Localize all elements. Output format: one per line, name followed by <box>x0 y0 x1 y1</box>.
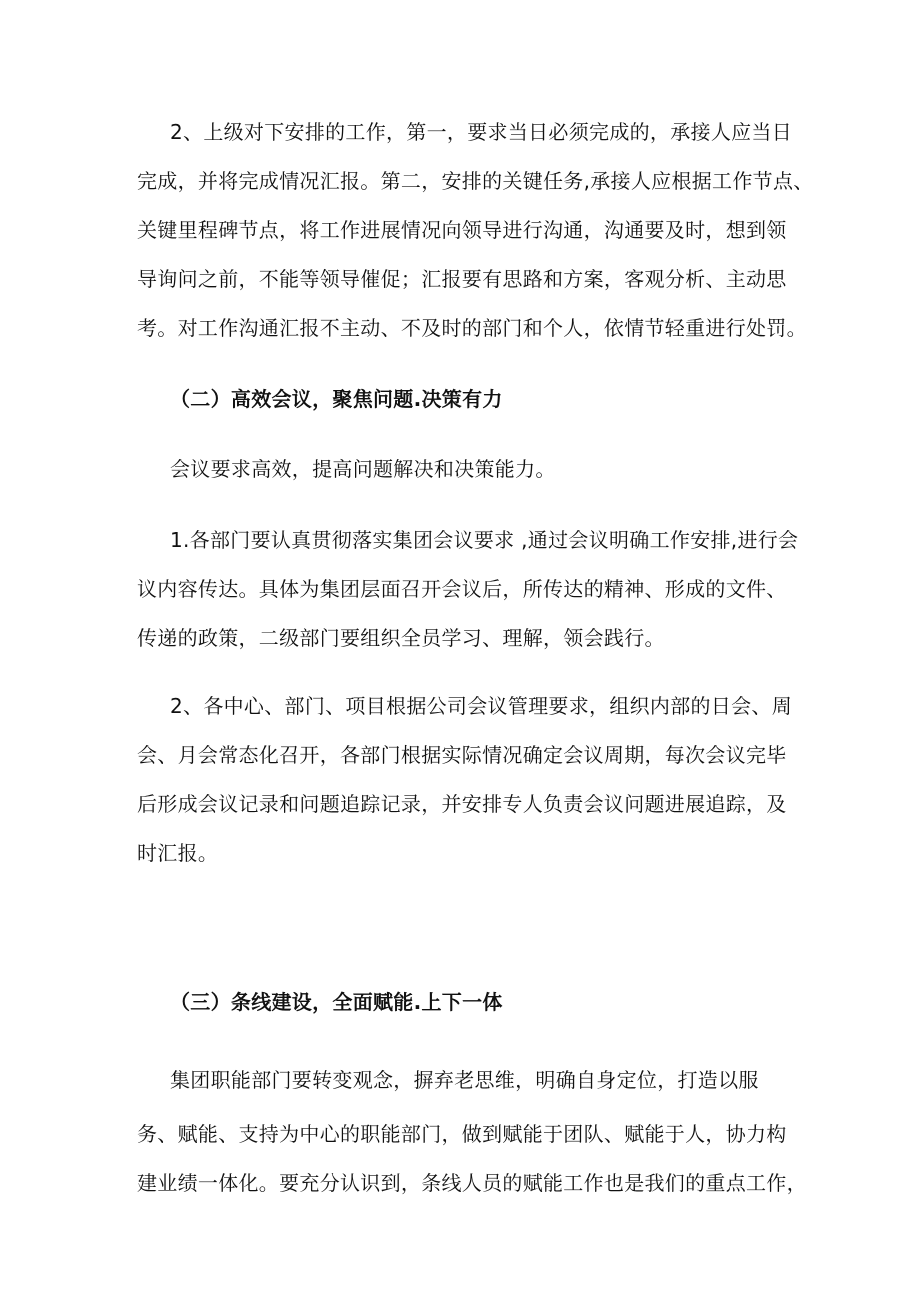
section-heading-2: （二）高效会议，聚焦问题.决策有力 <box>170 387 503 411</box>
paragraph-line: 务、赋能、支持为中心的职能部门，做到赋能于团队、赋能于人，协力构 <box>137 1122 787 1146</box>
paragraph-line: 集团职能部门要转变观念，摒弃老思维，明确自身定位，打造以服 <box>170 1068 759 1092</box>
paragraph-line: 会、月会常态化召开，各部门根据实际情况确定会议周期，每次会议完毕 <box>137 743 787 767</box>
paragraph-line: 议内容传达。具体为集团层面召开会议后，所传达的精神、形成的文件、 <box>137 577 787 601</box>
paragraph-line: 完成，并将完成情况汇报。第二，安排的关键任务,承接人应根据工作节点、 <box>137 169 814 193</box>
paragraph-line: 2、各中心、部门、项目根据公司会议管理要求，组织内部的日会、周 <box>170 694 793 718</box>
paragraph-line: 后形成会议记录和问题追踪记录，并安排专人负责会议问题进展追踪，及 <box>137 792 787 816</box>
paragraph-line: 2、上级对下安排的工作，第一，要求当日必须完成的，承接人应当日 <box>170 120 793 144</box>
paragraph-line: 1.各部门要认真贯彻落实集团会议要求 ,通过会议明确工作安排,进行会 <box>170 528 799 552</box>
paragraph-line: 考。对工作沟通汇报不主动、不及时的部门和个人，依情节轻重进行处罚。 <box>137 316 807 340</box>
section-heading-3: （三）条线建设，全面赋能.上下一体 <box>170 990 503 1014</box>
paragraph-line: 会议要求高效，提高问题解决和决策能力。 <box>170 457 556 481</box>
paragraph-line: 传递的政策，二级部门要组织全员学习、理解，领会践行。 <box>137 626 665 650</box>
paragraph-line: 导询问之前，不能等领导催促；汇报要有思路和方案，客观分析、主动思 <box>137 267 787 291</box>
paragraph-line: 时汇报。 <box>137 841 219 865</box>
paragraph-line: 关键里程碑节点，将工作进展情况向领导进行沟通，沟通要及时，想到领 <box>137 218 787 242</box>
paragraph-line: 建业绩一体化。要充分认识到，条线人员的赋能工作也是我们的重点工作， <box>137 1171 807 1195</box>
